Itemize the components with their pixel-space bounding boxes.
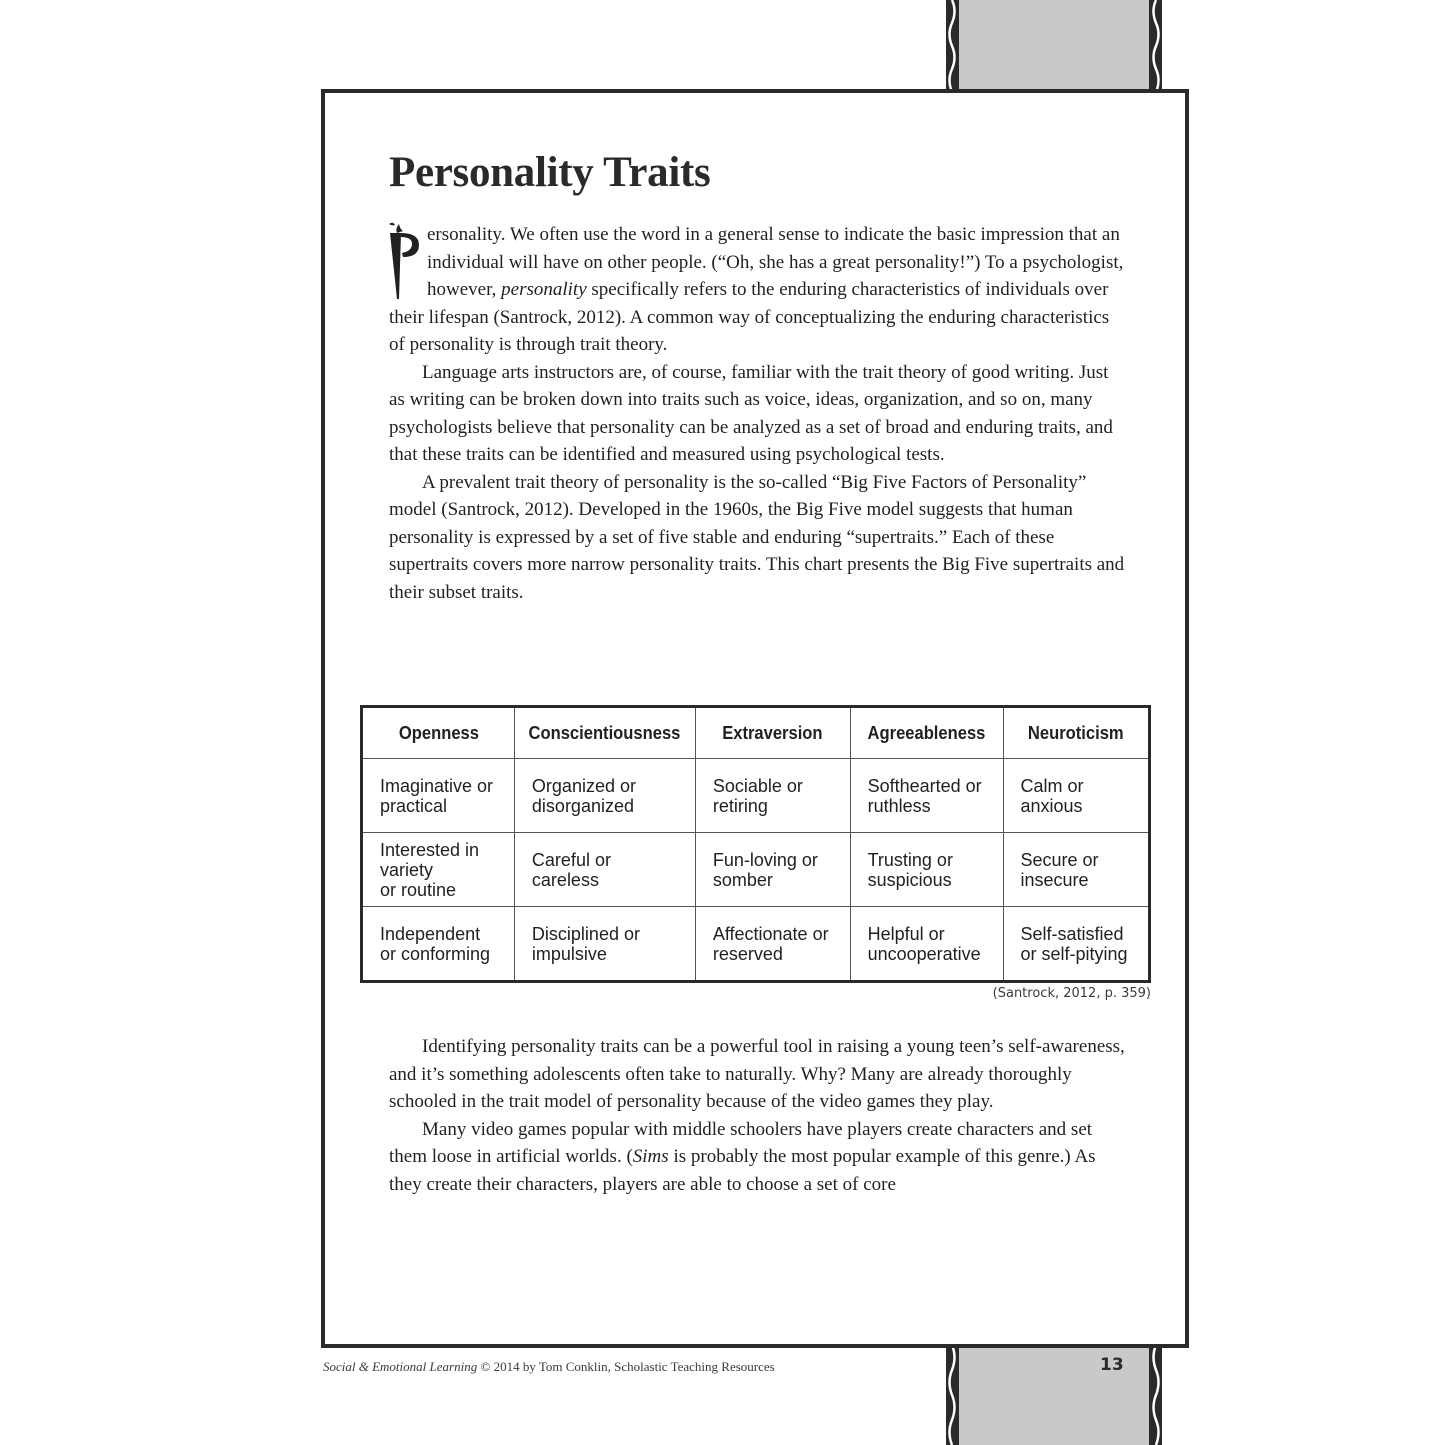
cell-line: Imaginative or (380, 775, 494, 796)
intro-text (389, 221, 1129, 606)
text-run: Many video games popular with middle schoolers have players create characters and set them loose in artificial worlds. ( (389, 1118, 1093, 1167)
table-cell (850, 759, 1003, 833)
cell-line: Self-satisfied (1020, 923, 1124, 944)
cell-line: reserved (712, 943, 783, 964)
cell-line: Helpful or (867, 923, 945, 944)
cell-line: Organized or (531, 775, 636, 796)
wave-border-icon (946, 0, 959, 92)
later-text (389, 1033, 1129, 1198)
table-cell (695, 759, 850, 833)
column-header: Openness (368, 707, 509, 759)
table-source-citation: (Santrock, 2012, p. 359) (992, 986, 1151, 1001)
cell-line: Fun-loving or (712, 849, 818, 870)
column-header: Neuroticism (1009, 707, 1144, 759)
cell-line: Trusting or (867, 849, 953, 870)
cell-line: practical (380, 795, 448, 816)
paragraph (389, 1033, 1129, 1116)
cell-line: Interested in (380, 839, 480, 860)
table-header-row (362, 707, 1150, 759)
cell-line: anxious (1020, 795, 1083, 816)
table-cell (850, 907, 1003, 982)
cell-line: uncooperative (867, 943, 981, 964)
paragraph (389, 359, 1129, 469)
text-run: specifically refers to the enduring characteristics of individuals over their lifespan (Santrock, 2012). A common way of conceptualizing the enduring characteristics of personality is through trait theory. (389, 279, 1110, 355)
cell-line: Affectionate or (712, 923, 829, 944)
page-footer (323, 1359, 775, 1375)
wave-border-icon (1149, 1345, 1162, 1445)
paragraph (389, 469, 1129, 607)
text-run: A prevalent trait theory of personality is the so-called “Big Five Factors of Personality” model (Santrock, 2012). Developed in the 1960s, the Big Five model suggests that human personality is expressed by a set of five stable and enduring “supertraits.” Each of these supertraits covers more narrow personality traits. This chart presents the Big Five supertraits and their subset traits. (389, 471, 1125, 603)
cell-line: retiring (712, 795, 768, 816)
table-cell (362, 833, 515, 907)
table-cell (1003, 759, 1149, 833)
text-run: personality (501, 279, 587, 300)
cell-line: Secure or (1020, 849, 1099, 870)
text-run: ersonality. We often use the word in a general sense to indicate the basic impression that an individual will have on other people. (“Oh, she has a great personality!”) To a psychologist, however, (427, 224, 1124, 300)
cell-line: suspicious (867, 869, 952, 890)
cell-line: Careful or (531, 849, 611, 870)
column-header: Extraversion (702, 707, 844, 759)
cell-line: Disciplined or (531, 923, 640, 944)
text-run: Sims (632, 1146, 669, 1167)
wave-border-icon (946, 1345, 959, 1445)
table-cell (362, 907, 515, 982)
bottom-binding-tab (946, 1345, 1162, 1445)
footer-credit: © 2014 by Tom Conklin, Scholastic Teaching Resources (477, 1359, 775, 1374)
cell-line: impulsive (531, 943, 607, 964)
table-row (362, 759, 1150, 833)
cell-line: Sociable or (712, 775, 803, 796)
text-run: Identifying personality traits can be a powerful tool in raising a young teen’s self-awareness, and it’s something adolescents often take to naturally. Why? Many are already thoroughly schooled in the trait model of personality because of the video games they play. (389, 1036, 1125, 1112)
cell-line: variety (380, 859, 434, 880)
table-cell (1003, 833, 1149, 907)
page-title: Personality Traits (389, 149, 711, 196)
table-cell (514, 833, 695, 907)
table-cell (695, 833, 850, 907)
table-cell (850, 833, 1003, 907)
cell-line: insecure (1020, 869, 1089, 890)
cell-line: careless (531, 869, 599, 890)
cell-line: Independent (380, 923, 481, 944)
cell-line: somber (712, 869, 773, 890)
page-number: 13 (1100, 1355, 1124, 1375)
paragraph (389, 1116, 1129, 1199)
big-five-traits-table (360, 705, 1151, 983)
column-header: Agreeableness (856, 707, 997, 759)
table-row (362, 833, 1150, 907)
text-run: is probably the most popular example of this genre.) As they create their characters, players are able to choose a set of core (389, 1146, 1096, 1195)
paragraph (389, 221, 1129, 359)
table-row (362, 907, 1150, 982)
table-cell (695, 907, 850, 982)
cell-line: or self-pitying (1020, 943, 1128, 964)
footer-book-title: Social & Emotional Learning (323, 1359, 478, 1374)
text-run: Language arts instructors are, of course, familiar with the trait theory of good writing. Just as writing can be broken down into traits such as voice, ideas, organization, and so on, many psychologists believe that personality can be analyzed as a set of broad and enduring traits, and that these traits can be identified and measured using psychological tests. (389, 361, 1113, 465)
cell-line: or conforming (380, 943, 491, 964)
column-header: Conscientiousness (522, 707, 688, 759)
cell-line: or routine (380, 879, 457, 900)
cell-line: Softhearted or (867, 775, 982, 796)
cell-line: Calm or (1020, 775, 1084, 796)
cell-line: disorganized (531, 795, 634, 816)
later-paragraphs (389, 1033, 1129, 1198)
cell-line: ruthless (867, 795, 931, 816)
intro-paragraphs (389, 221, 1129, 606)
table-cell (514, 759, 695, 833)
top-binding-tab (946, 0, 1162, 92)
table-cell (1003, 907, 1149, 982)
table-body (362, 759, 1150, 982)
table-cell (514, 907, 695, 982)
table-cell (362, 759, 515, 833)
drop-cap-p-icon (387, 221, 427, 299)
wave-border-icon (1149, 0, 1162, 92)
